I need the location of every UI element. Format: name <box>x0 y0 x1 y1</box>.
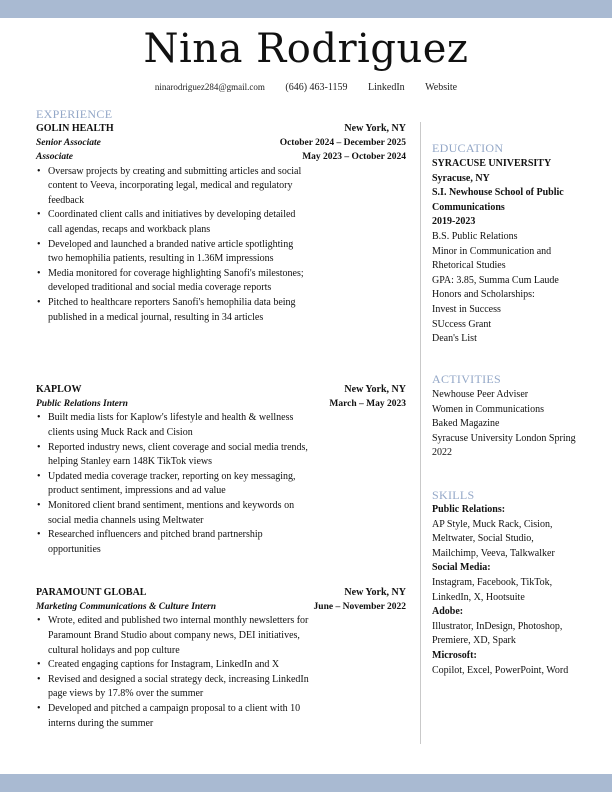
bullet-list <box>36 411 310 557</box>
activities-heading: ACTIVITIES <box>432 372 501 386</box>
job-location: New York, NY <box>344 587 406 598</box>
activities-list <box>432 388 582 461</box>
contact-bar <box>0 82 612 93</box>
list-item: • Media monitored for coverage highlighting Sanofi's milestones; developed traditional and social media coverage reports <box>48 267 310 296</box>
list-item: • Researched influencers and pitched brand partnership opportunities <box>48 528 310 557</box>
top-accent-band <box>0 0 612 18</box>
linkedin-link[interactable]: LinkedIn <box>368 82 405 93</box>
company-name: KAPLOW <box>36 384 82 395</box>
activity-item: Baked Magazine <box>432 418 500 430</box>
list-item: • Coordinated client calls and initiatives by developing detailed call agendas, recaps and workback plans <box>48 208 310 237</box>
list-item: • Updated media coverage tracker, reporting on key messaging, product sentiment, impressions and ad value <box>48 470 310 499</box>
job-location: New York, NY <box>344 384 406 395</box>
honors-label: Honors and Scholarships: <box>432 289 535 301</box>
school-name: SYRACUSE UNIVERSITY <box>432 158 552 169</box>
bullet-list <box>36 165 310 326</box>
skill-category: Adobe: <box>432 606 464 618</box>
role-dates: June – November 2022 <box>313 602 406 613</box>
list-item: • Created engaging captions for Instagram, LinkedIn and X <box>48 658 310 673</box>
degree: B.S. Public Relations <box>432 230 518 242</box>
list-item: • Developed and pitched a campaign proposal to a client with 10 interns during the summer <box>48 702 310 731</box>
role-title: Public Relations Intern <box>36 399 128 410</box>
experience-heading: EXPERIENCE <box>36 107 113 121</box>
resume-name: Nina Rodriguez <box>143 26 469 72</box>
company-name: GOLIN HEALTH <box>36 123 114 134</box>
minor: Minor in Communication and Rhetorical Studies <box>432 245 552 272</box>
skill-items: Illustrator, InDesign, Photoshop, Premiere, XD, Spark <box>432 620 563 647</box>
bottom-accent-band <box>0 774 612 792</box>
list-item: • Revised and designed a social strategy deck, increasing LinkedIn page views by 17.8% over the summer <box>48 673 310 702</box>
education-heading: EDUCATION <box>432 141 504 155</box>
skill-category: Public Relations: <box>432 504 506 515</box>
honor-item: SUccess Grant <box>432 318 492 330</box>
list-item: • Oversaw projects by creating and submitting articles and social content to Veeva, incorporating legal, medical and regulatory feedback <box>48 165 310 209</box>
gpa: GPA: 3.85, Summa Cum Laude <box>432 274 559 286</box>
honor-item: Invest in Success <box>432 303 501 315</box>
role-title: Marketing Communications & Culture Intern <box>36 602 217 613</box>
skills-heading: SKILLS <box>432 488 475 502</box>
job-location: New York, NY <box>344 123 406 134</box>
list-item: • Pitched to healthcare reporters Sanofi's hemophilia data being published in a medical journal, resulting in 34 articles <box>48 296 310 325</box>
activity-item: Syracuse University London Spring 2022 <box>432 432 576 459</box>
email-link[interactable]: ninarodriguez284@gmail.com <box>154 82 265 92</box>
honor-item: Dean's List <box>432 333 477 345</box>
role-dates: May 2023 – October 2024 <box>302 152 406 163</box>
skill-category: Microsoft: <box>432 649 477 661</box>
skill-items: AP Style, Muck Rack, Cision, Meltwater, Social Studio, Mailchimp, Veeva, Talkwalker <box>432 518 555 559</box>
role-title: Associate <box>36 152 73 163</box>
job-kaplow <box>36 383 406 557</box>
column-divider <box>420 122 421 744</box>
skills-list <box>432 503 582 678</box>
role-dates: October 2024 – December 2025 <box>279 138 406 149</box>
phone-number: (646) 463-1159 <box>285 82 348 93</box>
activity-item: Women in Communications <box>432 403 544 415</box>
skill-items: Copilot, Excel, PowerPoint, Word <box>432 664 569 676</box>
job-golin <box>36 122 406 325</box>
activity-item: Newhouse Peer Adviser <box>432 389 529 400</box>
website-link[interactable]: Website <box>425 82 458 93</box>
bullet-list <box>36 614 310 731</box>
college-name: S.I. Newhouse School of Public Communications <box>432 187 564 213</box>
skill-category: Social Media: <box>432 562 491 574</box>
role-dates: March – May 2023 <box>329 399 406 410</box>
list-item: • Monitored client brand sentiment, mentions and keywords on social media channels using Meltwater <box>48 499 310 528</box>
list-item: • Reported industry news, client coverage and social media trends, helping Stanley earn 148K TikTok views <box>48 441 310 470</box>
list-item: • Built media lists for Kaplow's lifestyle and health & wellness clients using Muck Rack and Cision <box>48 411 310 440</box>
list-item: • Developed and launched a branded native article spotlighting two hemophilia patients, resulting in 1.36M impressions <box>48 238 310 267</box>
company-name: PARAMOUNT GLOBAL <box>36 587 147 598</box>
school-location: Syracuse, NY <box>432 172 490 184</box>
list-item: • Wrote, edited and published two internal monthly newsletters for Paramount Brand Studio about company news, DEI initiatives, cultural holidays and pop culture <box>48 614 310 658</box>
role-title: Senior Associate <box>36 138 101 149</box>
job-paramount <box>36 586 406 731</box>
education-years: 2019-2023 <box>432 216 476 228</box>
education-block <box>432 157 582 347</box>
skill-items: Instagram, Facebook, TikTok, LinkedIn, X, Hootsuite <box>432 576 553 603</box>
